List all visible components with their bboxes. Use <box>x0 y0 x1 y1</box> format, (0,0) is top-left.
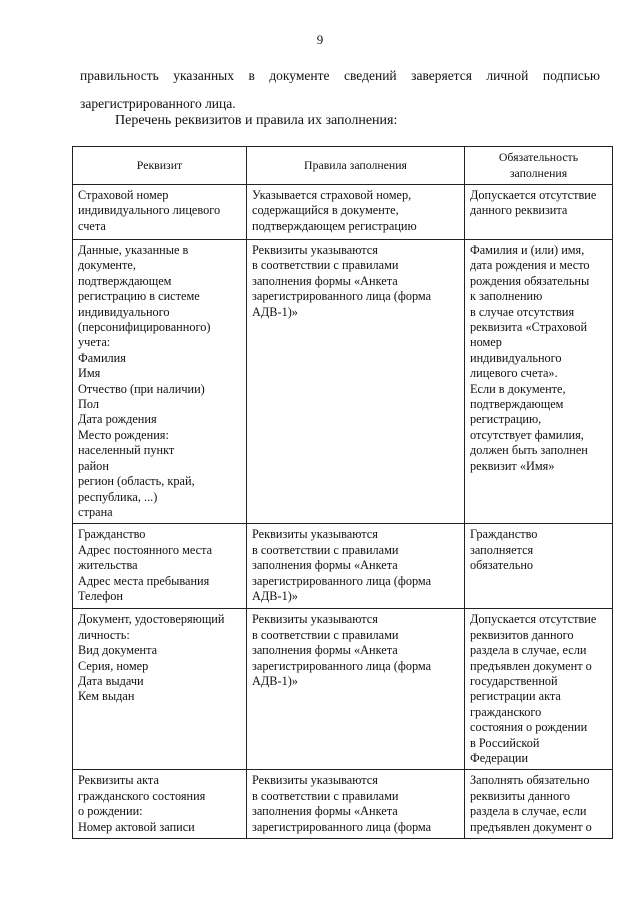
cell-line: гражданского <box>470 704 542 719</box>
cell-line: жительства <box>78 558 138 573</box>
cell-line: гражданского состояния <box>78 788 206 803</box>
cell-line: государственной <box>470 673 558 688</box>
cell-line: Гражданство <box>470 527 538 542</box>
cell-line: подтверждающем регистрацию <box>252 218 417 233</box>
cell-line: Реквизиты указываются <box>252 612 378 627</box>
list-title: Перечень реквизитов и правила их заполнения: <box>115 113 398 128</box>
cell-line: Отчество (при наличии) <box>78 381 205 396</box>
cell-line: Реквизиты указываются <box>252 773 378 788</box>
cell-line: АДВ-1)» <box>252 673 298 688</box>
cell-obligation <box>465 240 613 524</box>
cell-line: населенный пункт <box>78 443 175 458</box>
cell-line: подтверждающем <box>470 397 564 412</box>
cell-rules <box>247 240 465 524</box>
cell-line: регистрацию в системе <box>78 289 200 304</box>
intro-line-1: правильность указанных в документе сведений заверяется личной подписью <box>80 68 600 83</box>
cell-line: Вид документа <box>78 643 158 658</box>
cell-line: в соответствии с правилами <box>252 258 399 273</box>
cell-line: в Российской <box>470 735 540 750</box>
cell-line: регистрации акта <box>470 689 561 704</box>
table-row <box>73 185 613 240</box>
cell-line: Дата выдачи <box>78 673 144 688</box>
cell-line: лицевого счета». <box>470 366 558 381</box>
cell-line: индивидуального <box>470 350 562 365</box>
cell-requisite <box>73 609 247 770</box>
cell-line: Допускается отсутствие <box>470 188 597 202</box>
cell-line: республика, ...) <box>78 489 158 504</box>
cell-line: реквизиты данного <box>470 788 571 803</box>
cell-line: Допускается отсутствие <box>470 612 597 627</box>
cell-line: документе, <box>78 258 136 273</box>
cell-line: счета <box>78 218 106 233</box>
cell-line: Телефон <box>78 588 123 603</box>
cell-line: Кем выдан <box>78 689 135 704</box>
cell-line: заполнения формы «Анкета <box>252 558 398 573</box>
cell-line: в соответствии с правилами <box>252 627 399 642</box>
cell-line: регистрацию, <box>470 412 542 427</box>
cell-line: должен быть заполнен <box>470 443 588 458</box>
cell-line: раздела в случае, если <box>470 804 587 819</box>
cell-line: зарегистрированного лица (форма <box>252 289 432 304</box>
header-requisite: Реквизит <box>73 147 247 185</box>
cell-line: в случае отсутствия <box>470 304 575 319</box>
cell-line: АДВ-1)» <box>252 304 298 319</box>
cell-line: Гражданство <box>78 527 146 542</box>
cell-line: предъявлен документ о <box>470 658 592 673</box>
cell-rules <box>247 609 465 770</box>
cell-line: реквизит «Имя» <box>470 458 555 473</box>
cell-line: реквизитов данного <box>470 627 574 642</box>
cell-line: (персонифицированного) <box>78 320 211 335</box>
cell-line: состояния о рождении <box>470 720 588 735</box>
cell-line: данного реквизита <box>470 203 568 218</box>
requisites-table <box>72 146 613 839</box>
cell-line: Документ, удостоверяющий <box>78 612 225 627</box>
header-rules: Правила заполнения <box>247 147 465 185</box>
cell-line: реквизита «Страховой <box>470 320 588 335</box>
cell-requisite <box>73 240 247 524</box>
cell-line: зарегистрированного лица (форма <box>252 573 432 588</box>
cell-line: Если в документе, <box>470 381 566 396</box>
cell-line: заполнения формы «Анкета <box>252 273 398 288</box>
cell-requisite <box>73 770 247 839</box>
cell-line: о рождении: <box>78 804 143 819</box>
cell-line: Федерации <box>470 750 529 765</box>
table-header-row <box>73 147 613 185</box>
cell-obligation <box>465 185 613 240</box>
cell-line: Реквизиты акта <box>78 773 159 788</box>
cell-line: учета: <box>78 335 111 350</box>
cell-line: Серия, номер <box>78 658 149 673</box>
cell-line: индивидуального лицевого <box>78 203 221 218</box>
cell-obligation <box>465 770 613 839</box>
table-row <box>73 770 613 839</box>
table-row <box>73 240 613 524</box>
cell-requisite <box>73 524 247 609</box>
cell-line: индивидуального <box>78 304 170 319</box>
cell-line: зарегистрированного лица (форма <box>252 819 432 834</box>
cell-rules <box>247 524 465 609</box>
cell-line: Адрес постоянного места <box>78 542 213 557</box>
cell-rules <box>247 770 465 839</box>
cell-line: район <box>78 458 109 473</box>
cell-line: Данные, указанные в <box>78 243 189 257</box>
cell-line: Фамилия и (или) имя, <box>470 243 585 257</box>
cell-line: Дата рождения <box>78 412 157 427</box>
cell-line: подтверждающем <box>78 273 172 288</box>
cell-obligation <box>465 609 613 770</box>
cell-line: Имя <box>78 366 101 381</box>
cell-line: предъявлен документ о <box>470 819 592 834</box>
cell-line: зарегистрированного лица (форма <box>252 658 432 673</box>
cell-requisite <box>73 185 247 240</box>
table-body <box>73 185 613 839</box>
cell-line: заполняется <box>470 542 534 557</box>
cell-line: в соответствии с правилами <box>252 788 399 803</box>
table-row <box>73 524 613 609</box>
cell-line: обязательно <box>470 558 534 573</box>
intro-line-2: зарегистрированного лица. <box>80 96 236 111</box>
cell-line: Страховой номер <box>78 188 169 202</box>
cell-line: заполнения формы «Анкета <box>252 643 398 658</box>
cell-line: Указывается страховой номер, <box>252 188 412 202</box>
cell-line: Номер актовой записи <box>78 819 195 834</box>
cell-line: к заполнению <box>470 289 543 304</box>
cell-line: заполнения формы «Анкета <box>252 804 398 819</box>
cell-line: Пол <box>78 397 100 412</box>
cell-line: личность: <box>78 627 130 642</box>
cell-line: раздела в случае, если <box>470 643 587 658</box>
header-obligation: Обязательность заполнения <box>465 147 613 185</box>
cell-line: в соответствии с правилами <box>252 542 399 557</box>
cell-line: Фамилия <box>78 350 126 365</box>
cell-line: регион (область, край, <box>78 474 195 489</box>
intro-paragraph <box>80 62 600 118</box>
cell-line: дата рождения и место <box>470 258 590 273</box>
cell-line: Адрес места пребывания <box>78 573 210 588</box>
table-row <box>73 609 613 770</box>
page-number: 9 <box>316 32 324 47</box>
cell-line: АДВ-1)» <box>252 588 298 603</box>
cell-line: Реквизиты указываются <box>252 243 378 257</box>
cell-obligation <box>465 524 613 609</box>
cell-line: содержащийся в документе, <box>252 203 399 218</box>
cell-line: Реквизиты указываются <box>252 527 378 542</box>
cell-line: Заполнять обязательно <box>470 773 590 788</box>
cell-line: страна <box>78 504 113 519</box>
cell-line: Место рождения: <box>78 427 169 442</box>
cell-rules <box>247 185 465 240</box>
cell-line: рождения обязательны <box>470 273 590 288</box>
cell-line: номер <box>470 335 502 350</box>
cell-line: отсутствует фамилия, <box>470 427 584 442</box>
